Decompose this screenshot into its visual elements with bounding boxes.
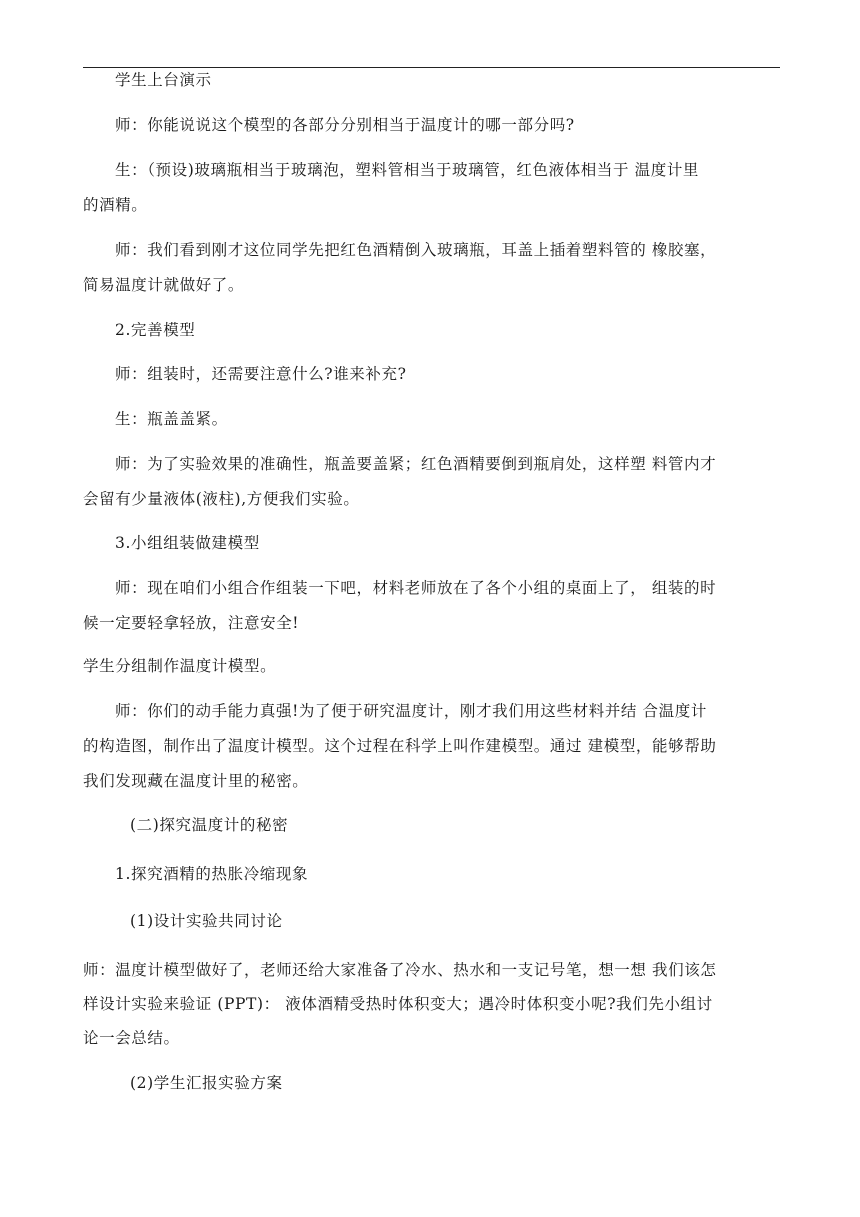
text-line: 我们发现藏在温度计里的秘密。	[83, 772, 309, 790]
text-line: 师：现在咱们小组合作组装一下吧，材料老师放在了各个小组的桌面上了， 组装的时	[115, 579, 717, 597]
text-line: 学生分组制作温度计模型。	[83, 657, 277, 675]
text-line: 师：组装时，还需要注意什么?谁来补充?	[115, 365, 407, 383]
text-line: 学生上台演示	[115, 71, 212, 89]
text-line: 师：你们的动手能力真强!为了便于研究温度计，刚才我们用这些材料并结 合温度计	[115, 702, 707, 720]
section-heading: 3.小组组装做建模型	[115, 534, 260, 552]
text-line: 的构造图，制作出了温度计模型。这个过程在科学上叫作建模型。通过 建模型，能够帮助	[83, 737, 717, 755]
text-line: 师：你能说说这个模型的各部分分别相当于温度计的哪一部分吗?	[115, 116, 575, 134]
text-line: 简易温度计就做好了。	[83, 276, 245, 294]
text-line: 的酒精。	[83, 196, 148, 214]
section-heading: 1.探究酒精的热胀冷缩现象	[115, 865, 309, 883]
section-heading: (1)设计实验共同讨论	[130, 912, 283, 930]
text-line: 会留有少量液体(液柱),方便我们实验。	[83, 490, 360, 508]
text-line: 候一定要轻拿轻放，注意安全!	[83, 614, 300, 632]
header-rule	[83, 67, 780, 68]
text-line: 生：瓶盖盖紧。	[115, 410, 228, 428]
section-heading: 2.完善模型	[115, 321, 196, 339]
text-line: 师：温度计模型做好了，老师还给大家准备了冷水、热水和一支记号笔，想一想 我们该怎	[83, 961, 717, 979]
text-line: 师：为了实验效果的准确性，瓶盖要盖紧；红色酒精要倒到瓶肩处，这样塑 料管内才	[115, 455, 717, 473]
text-line: 样设计实验来验证 (PPT)： 液体酒精受热时体积变大；遇冷时体积变小呢?我们先小组讨	[83, 995, 713, 1013]
section-heading: (二)探究温度计的秘密	[130, 816, 289, 834]
section-heading: (2)学生汇报实验方案	[130, 1074, 283, 1092]
text-line: 师：我们看到刚才这位同学先把红色酒精倒入玻璃瓶，耳盖上插着塑料管的 橡胶塞，	[115, 241, 717, 259]
text-line: 生：（预设)玻璃瓶相当于玻璃泡，塑料管相当于玻璃管，红色液体相当于 温度计里	[115, 161, 700, 179]
text-line: 论一会总结。	[83, 1029, 180, 1047]
